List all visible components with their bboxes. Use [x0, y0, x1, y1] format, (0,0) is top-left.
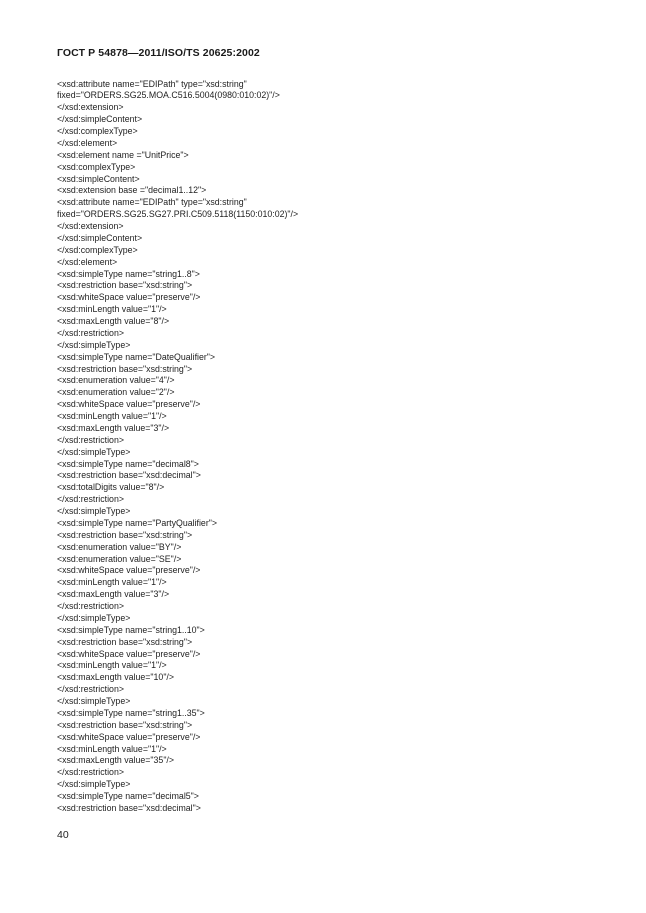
code-line: </xsd:complexType> [57, 126, 138, 136]
code-line: </xsd:extension> [57, 102, 124, 113]
code-line: <xsd:minLength value="1"/> [57, 743, 167, 754]
code-line: <xsd:simpleType name="string1..10"> [57, 624, 205, 635]
code-line: <xsd:element name ="UnitPrice"> [57, 149, 189, 160]
code-line: </xsd:restriction> [57, 601, 124, 611]
code-line: <xsd:restriction base="xsd:string"> [57, 280, 193, 291]
code-line: <xsd:simpleType name="string1..35"> [57, 707, 205, 718]
code-line: <xsd:restriction base="xsd:decimal"> [57, 802, 201, 813]
code-line: </xsd:restriction> [57, 434, 124, 445]
code-line: <xsd:minLength value="1"/> [57, 660, 167, 671]
code-line: </xsd:extension> [57, 221, 124, 231]
code-line: <xsd:attribute name="EDIPath" type="xsd:string" [57, 197, 247, 208]
code-line: <xsd:minLength value="1"/> [57, 411, 167, 421]
code-line: </xsd:simpleContent> [57, 114, 143, 125]
code-line: </xsd:restriction> [57, 684, 124, 695]
code-line: <xsd:maxLength value="3"/> [57, 589, 170, 600]
code-line: <xsd:simpleType name="string1..8"> [57, 268, 200, 279]
code-line: fixed="ORDERS.SG25.SG27.PRI.C509.5118(1150:010:02)"/> [57, 209, 299, 220]
code-line: </xsd:simpleType> [57, 339, 131, 350]
code-line: <xsd:whiteSpace value="preserve"/> [57, 648, 201, 659]
code-line: <xsd:restriction base="xsd:string"> [57, 719, 193, 730]
code-line: <xsd:whiteSpace value="preserve"/> [57, 292, 201, 303]
code-line: <xsd:simpleType name="PartyQualifier"> [57, 517, 218, 528]
code-line: <xsd:restriction base="xsd:string"> [57, 363, 193, 374]
code-line: <xsd:whiteSpace value="preserve"/> [57, 731, 201, 742]
code-line: <xsd:maxLength value="10"/> [57, 672, 175, 683]
code-line: <xsd:enumeration value="2"/> [57, 387, 175, 398]
code-line: </xsd:simpleType> [57, 446, 131, 457]
code-line: </xsd:restriction> [57, 494, 124, 505]
code-line: </xsd:complexType> [57, 244, 138, 255]
code-line: <xsd:enumeration value="SE"/> [57, 553, 182, 564]
code-line: <xsd:simpleType name="DateQualifier"> [57, 351, 216, 362]
code-line: </xsd:simpleType> [57, 779, 131, 790]
code-line: <xsd:complexType> [57, 161, 136, 172]
code-line: <xsd:whiteSpace value="preserve"/> [57, 565, 201, 576]
code-line: <xsd:totalDigits value="8"/> [57, 482, 165, 493]
code-line: <xsd:restriction base="xsd:string"> [57, 529, 193, 540]
code-line: <xsd:simpleType name="decimal8"> [57, 458, 199, 469]
code-line: <xsd:extension base ="decimal1..12"> [57, 185, 207, 196]
code-line: <xsd:minLength value="1"/> [57, 577, 167, 588]
code-line: <xsd:enumeration value="BY"/> [57, 541, 182, 552]
code-line: <xsd:maxLength value="35"/> [57, 755, 175, 766]
code-line: <xsd:simpleContent> [57, 173, 140, 184]
code-line: </xsd:simpleType> [57, 696, 131, 706]
code-line: fixed="ORDERS.SG25.MOA.C516.5004(0980:010:02)"/> [57, 90, 280, 101]
code-line: <xsd:restriction base="xsd:string"> [57, 636, 193, 647]
code-line: </xsd:element> [57, 256, 118, 267]
code-line: </xsd:simpleType> [57, 506, 131, 516]
page-number: 40 [57, 829, 69, 841]
code-line: <xsd:maxLength value="8"/> [57, 316, 170, 326]
code-line: </xsd:simpleContent> [57, 232, 143, 243]
xsd-code-listing [57, 79, 617, 815]
code-line: <xsd:attribute name="EDIPath" type="xsd:string" [57, 78, 247, 89]
code-line: <xsd:minLength value="1"/> [57, 304, 167, 315]
code-line: </xsd:restriction> [57, 767, 124, 778]
code-line: <xsd:enumeration value="4"/> [57, 375, 175, 386]
code-line: </xsd:simpleType> [57, 612, 131, 623]
code-line: <xsd:maxLength value="3"/> [57, 422, 170, 433]
code-line: </xsd:restriction> [57, 327, 124, 338]
code-line: <xsd:whiteSpace value="preserve"/> [57, 399, 201, 410]
code-line: <xsd:restriction base="xsd:decimal"> [57, 470, 201, 481]
document-header: ГОСТ Р 54878—2011/ISO/TS 20625:2002 [57, 47, 260, 59]
code-line: </xsd:element> [57, 137, 118, 148]
code-line: <xsd:simpleType name="decimal5"> [57, 791, 199, 801]
